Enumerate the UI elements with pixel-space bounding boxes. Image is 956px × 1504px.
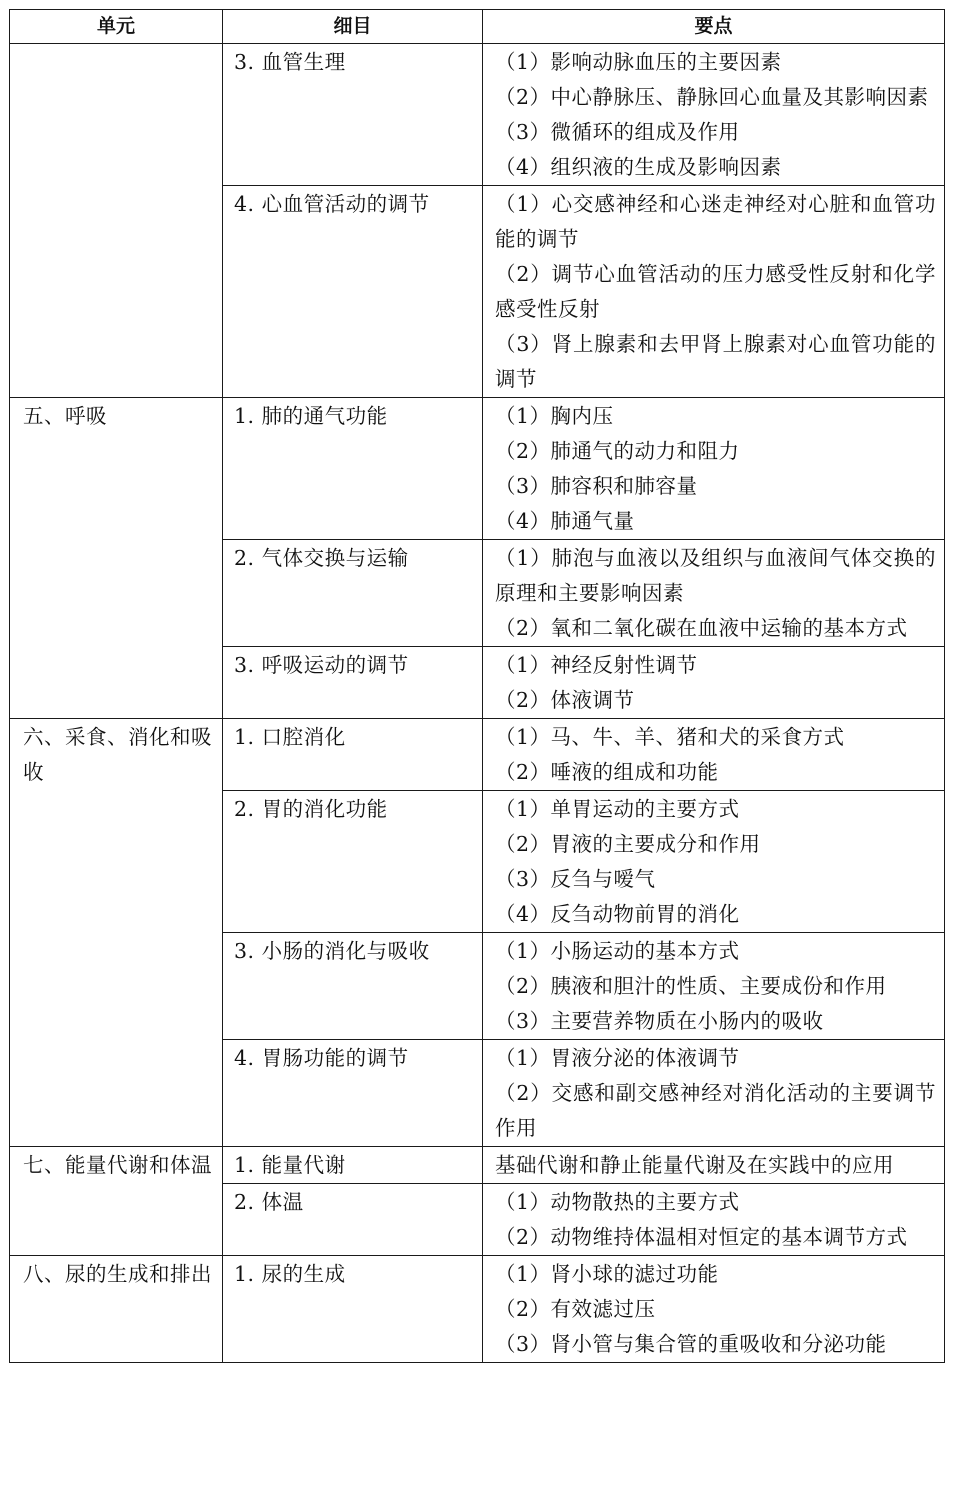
points-cell (483, 647, 945, 719)
point-item: （1）小肠运动的基本方式 (495, 939, 740, 963)
header-detail: 细目 (223, 10, 483, 44)
point-item: （3）肾上腺素和去甲肾上腺素对心血管功能的调节 (495, 332, 936, 391)
points-cell (483, 540, 945, 647)
point-item: （2）有效滤过压 (495, 1297, 656, 1321)
point-item: （1）胸内压 (495, 404, 614, 428)
point-item: （2）氧和二氧化碳在血液中运输的基本方式 (495, 616, 908, 640)
unit-cell (10, 44, 223, 398)
detail-cell: 4. 胃肠功能的调节 (223, 1040, 483, 1147)
table-row (10, 1147, 945, 1184)
point-item: （2）胃液的主要成分和作用 (495, 832, 761, 856)
unit-cell: 八、尿的生成和排出 (10, 1256, 223, 1363)
detail-cell: 1. 能量代谢 (223, 1147, 483, 1184)
points-cell (483, 791, 945, 933)
detail-cell: 1. 肺的通气功能 (223, 398, 483, 540)
point-item: （2）体液调节 (495, 688, 635, 712)
point-item: （1）心交感神经和心迷走神经对心脏和血管功能的调节 (495, 192, 936, 251)
point-item: （2）中心静脉压、静脉回心血量及其影响因素 (495, 85, 929, 109)
point-item: （3）主要营养物质在小肠内的吸收 (495, 1009, 824, 1033)
unit-cell: 七、能量代谢和体温 (10, 1147, 223, 1256)
point-item: （4）肺通气量 (495, 509, 635, 533)
point-item: （2）唾液的组成和功能 (495, 760, 719, 784)
point-item: （2）肺通气的动力和阻力 (495, 439, 740, 463)
table-body (10, 44, 945, 1363)
detail-cell: 1. 尿的生成 (223, 1256, 483, 1363)
detail-cell: 1. 口腔消化 (223, 719, 483, 791)
point-item: （2）交感和副交感神经对消化活动的主要调节作用 (495, 1081, 936, 1140)
detail-cell: 3. 呼吸运动的调节 (223, 647, 483, 719)
detail-cell: 4. 心血管活动的调节 (223, 186, 483, 398)
detail-cell: 3. 血管生理 (223, 44, 483, 186)
detail-cell: 2. 体温 (223, 1184, 483, 1256)
point-item: （1）马、牛、羊、猪和犬的采食方式 (495, 725, 845, 749)
point-item: （3）微循环的组成及作用 (495, 120, 740, 144)
points-cell (483, 933, 945, 1040)
point-item: （1）神经反射性调节 (495, 653, 698, 677)
point-item: （2）动物维持体温相对恒定的基本调节方式 (495, 1225, 908, 1249)
detail-cell: 2. 气体交换与运输 (223, 540, 483, 647)
points-cell (483, 44, 945, 186)
point-item: （1）胃液分泌的体液调节 (495, 1046, 740, 1070)
points-cell (483, 1184, 945, 1256)
detail-cell: 2. 胃的消化功能 (223, 791, 483, 933)
table-row (10, 719, 945, 791)
point-item: （3）肺容积和肺容量 (495, 474, 698, 498)
point-item: （2）调节心血管活动的压力感受性反射和化学感受性反射 (495, 262, 936, 321)
points-cell (483, 398, 945, 540)
point-item: （1）肺泡与血液以及组织与血液间气体交换的原理和主要影响因素 (495, 546, 936, 605)
point-item: （1）单胃运动的主要方式 (495, 797, 740, 821)
header-unit: 单元 (10, 10, 223, 44)
point-item: （1）影响动脉血压的主要因素 (495, 50, 782, 74)
header-points: 要点 (483, 10, 945, 44)
table-row (10, 1256, 945, 1363)
point-item: （2）胰液和胆汁的性质、主要成份和作用 (495, 974, 887, 998)
detail-cell: 3. 小肠的消化与吸收 (223, 933, 483, 1040)
point-item: （3）反刍与嗳气 (495, 867, 656, 891)
point-item: （1）肾小球的滤过功能 (495, 1262, 719, 1286)
table-row (10, 398, 945, 540)
syllabus-table (9, 9, 945, 1363)
point-item: （4）反刍动物前胃的消化 (495, 902, 740, 926)
point-item: （4）组织液的生成及影响因素 (495, 155, 782, 179)
point-item: （3）肾小管与集合管的重吸收和分泌功能 (495, 1332, 887, 1356)
points-cell (483, 186, 945, 398)
points-cell (483, 1256, 945, 1363)
unit-cell: 六、采食、消化和吸收 (10, 719, 223, 1147)
table-row (10, 44, 945, 186)
point-item: 基础代谢和静止能量代谢及在实践中的应用 (495, 1153, 894, 1177)
points-cell (483, 719, 945, 791)
points-cell (483, 1147, 945, 1184)
header-row (10, 10, 945, 44)
points-cell (483, 1040, 945, 1147)
point-item: （1）动物散热的主要方式 (495, 1190, 740, 1214)
unit-cell: 五、呼吸 (10, 398, 223, 719)
